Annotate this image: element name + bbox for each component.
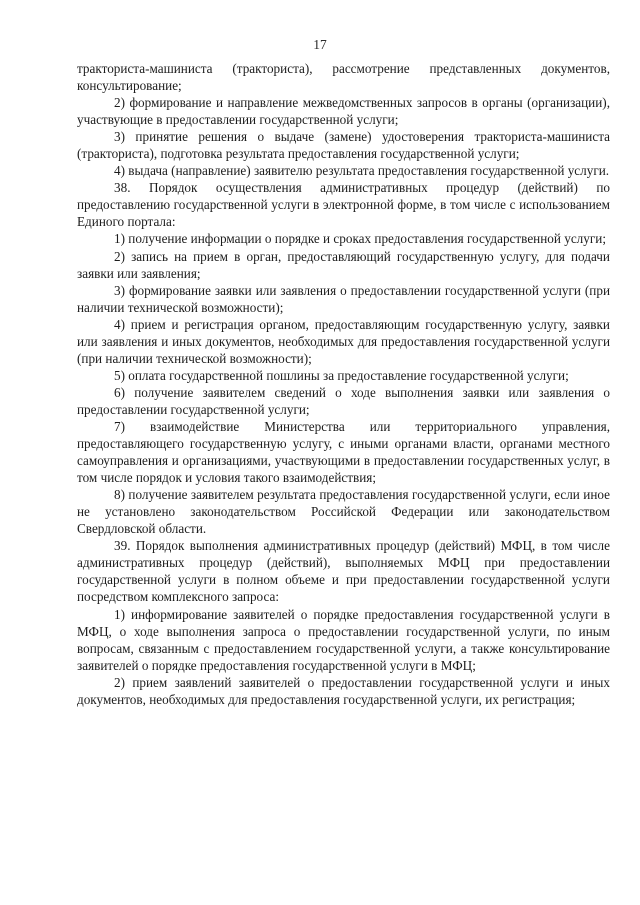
paragraph-39-item-1: 1) информирование заявителей о порядке предоставления государственной услуги в МФЦ, о ходе выполнения запроса о предоставлении государственной услуги, по иным вопросам, связанным с предоставлением государственной услуги, а также консультирование заявителей о порядке предоставления государственной услуги в МФЦ; — [77, 606, 610, 673]
paragraph-38-item-7: 7) взаимодействие Министерства или территориального управления, предоставляющего государственную услугу, с иными органами власти, органами местного самоуправления и организациями, участвующими в предоставлении государственных услуг, в том числе порядок и условия такого взаимодействия; — [77, 418, 610, 486]
paragraph-38-item-5: 5) оплата государственной пошлины за предоставление государственной услуги; — [114, 367, 569, 383]
paragraph-item-4: 4) выдача (направление) заявителю результата предоставления государственной услуги. — [114, 163, 610, 179]
paragraph-item-2: 2) формирование и направление межведомственных запросов в органы (организации), участвующие в предоставлении государственной услуги; — [77, 95, 610, 128]
paragraph-38-item-4: 4) прием и регистрация органом, предоставляющим государственную услугу, заявки или заявления и иных документов, необходимых для предоставления государственной услуги (при наличии технической возможности); — [77, 316, 610, 366]
paragraph-continuation: тракториста-машиниста (тракториста), рассмотрение представленных документов, консультирование; — [77, 61, 610, 94]
paragraph-section-38: 38. Порядок осуществления административных процедур (действий) по предоставлению государственной услуги в электронной форме, в том числе с использованием Единого портала: — [77, 180, 610, 230]
paragraph-39-item-2: 2) прием заявлений заявителей о предоставлении государственной услуги и иных документов, необходимых для предоставления государственной услуги, их регистрация; — [77, 674, 610, 707]
paragraph-item-3: 3) принятие решения о выдаче (замене) удостоверения тракториста-машиниста (тракториста), подготовка результата предоставления государственной услуги; — [77, 129, 610, 162]
page-number: 17 — [313, 37, 327, 52]
document-body — [77, 60, 610, 708]
paragraph-38-item-1: 1) получение информации о порядке и сроках предоставления государственной услуги; — [114, 231, 606, 247]
paragraph-section-39: 39. Порядок выполнения административных процедур (действий) МФЦ, в том числе административных процедур (действий), выполняемых МФЦ при предоставлении государственной услуги в полном объеме и при предоставлении государственной услуги посредством комплексного запроса: — [77, 538, 610, 605]
paragraph-38-item-6: 6) получение заявителем сведений о ходе выполнения заявки или заявления о предоставлении государственной услуги; — [77, 384, 610, 417]
paragraph-38-item-2: 2) запись на прием в орган, предоставляющий государственную услугу, для подачи заявки или заявления; — [77, 248, 610, 281]
paragraph-38-item-3: 3) формирование заявки или заявления о предоставлении государственной услуги (при наличии технической возможности); — [77, 282, 610, 315]
paragraph-38-item-8: 8) получение заявителем результата предоставления государственной услуги, если иное не установлено законодательством Российской Федерации или законодательством Свердловской области. — [77, 487, 610, 537]
